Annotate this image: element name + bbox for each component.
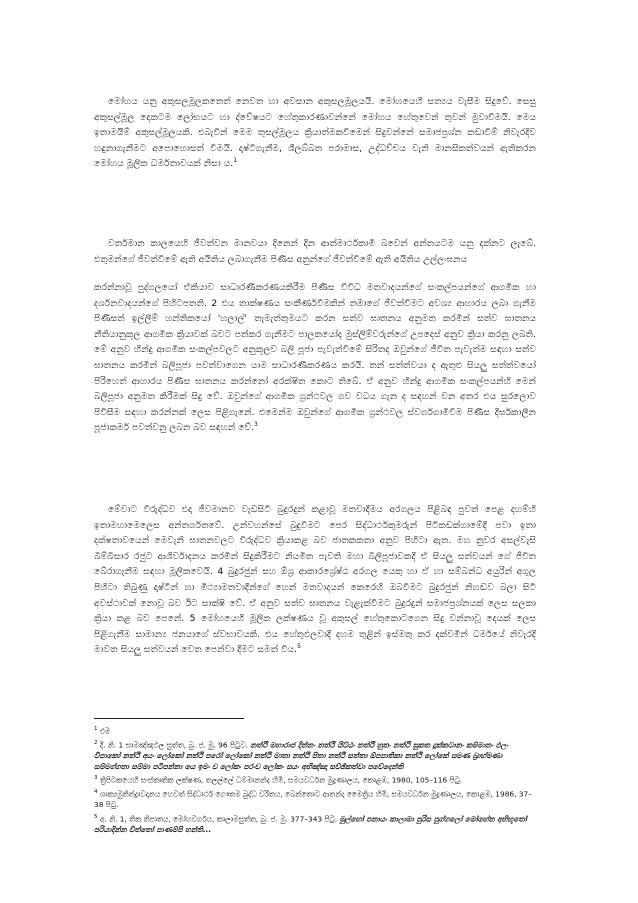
footnote-text: ත්‍රිපිටකයෙහි සංස්කෘතික ලක්ෂණ, තලල්ලේ ධම්මානන්ද හිමි, සමයවර්ධන මුද්‍රණාලය, කොළඹ, 1980, 105–116 පිටු. (99, 775, 463, 785)
footnote-text: දී. නි. 1 සාමඤ්ඤඵල සුත්ත, බු. ජ. මු. 96 පිටුව. (99, 740, 248, 750)
paragraph-1 (94, 94, 536, 172)
paragraph-4 (94, 502, 536, 658)
paragraph-3-text: කරන්නාවූ පුද්ගලයෝ ඒකියාව සාධාරණීකරණයකිරීම පිණිස විවිධ මතවාදයන්ගේ සංකල්පයන්ගේ ආගමික හා දර්ශනවාදයන්ගේ පිහිටපතති. 2 එය තාක්ෂණය සංකීර්ණවීමකින් තමාගේ ජීවත්වීමට අවශ්‍ය ආහාරය ලබා ගැනීම පිණිසත් ඉල්ලීම් හන්තිකයෝ 'හලාල්' තැමැත්තුමයට කරන සත්ව ඝාතනය අනුමත කරමින් සත්ව ඝාතනය නීතියානුකූල ආගමික ක්‍රියාවක් බවට පත්කර ගැනීමට පාලකයෝද මුස්ලිම්වරුන්ගේ උපදෙස් අනුව ක්‍රියා කරනු ලබති. මේ අනුව හින්දු ආගමික සංකල්පවලට අනුකූලව බලි පූජා පැවැත්වීමේ සිරිතද ඔවුන්ගේ ජීවිත පැවැත්ම සඳහා සත්ව ඝාතනය කරමින් බලිපූජා පවත්වාගෙන යාම සාධාරණීකරණය කරයි. තන් සත්ත්වයා ද ඇතුළු සියලු සත්ත්වයෝ පිරිහෙත් ආහාරය පිණිස ඝාතනය කරන්නෝ අරක්ෂිත කොට තිබේ. ඒ අනුව හින්දු ආගමික සංකල්පයන්හි මෙන් බලිපූජා අනුමත කිරීමක් සිදු වේ. ඔවුන්ගේ ආගමික ග්‍රන්ථවල ගව වධය ගැන ද සඳහන් වන අතර එය සුරලොව පිවිසීම සඳහා කරන්නක් ලෙස පිළිගැනේ. එමෙන්ම ඔවුන්ගේ ආගමික ග්‍රන්ථවල ස්වර්ගගාමීවීම පිණිස දීර්ඝකාලීන පූජාකර්ම පවත්වනු ලබන බව සඳහන් වේ. (94, 282, 536, 434)
footnotes-list (94, 724, 536, 837)
footnote-number: 4 (94, 789, 98, 796)
footnote-5 (94, 812, 536, 836)
paragraph-3 (94, 280, 536, 436)
paragraph-4-text: මේවාට විරුද්ධව එදා ජීවමානව වැඩසිටි බුදුරදුන් කළාවූ මතවාදීමය අරගලය පිළිබඳ පුවත් පෙළ දහම්හි ඉතාමහාමෙලෙස අන්තර්ගතවේ. උන්වහන්සේ බුදුවීමට පෙර සිද්ධාර්ථකුමරුන් පිටිකඩක්ගාමේදී පවා ඉතා දක්ෂතාවයෙන් මෙවැනි ඝාතනවලට විරුද්ධව ක්‍රියාකළ බව ජාතකකතා අනුව පිහිටා ඇත. මහ නුවර අසල්වැසි බිම්බිසාර රජුට ආශිර්වාදනය කරමින් සිදුකිරීමට නියමිත පැවති මහා බිලිපූජාවකදී ඒ සියලු සත්වයන් ගේ ජීවිත බේරාගැනීම සඳහා මූලිකවෙයි. 4 බුදුරජුන් සහ ඕශ්‍ර ආකාරශ්‍රේෂ්ඨ අරගල යෙකු හා ඒ හා සම්බන්ධ අයුරින් අගුල පිහිටා තිබුණු දෘෂ්ටීන් හා මිථ්‍යාමතවාදීන්ගේ හෙන් මතවාදයන් කෙරෙහි ඔබවීමට බුදුරජුන් නිහඬව බලා සිටි අවස්ථාවක් නොවූ බව ඊට සාක්ෂි වේ. ඒ අනුව සත්ව ඝාතනය වැළැක්වීමට බුදුරදුන් සමාජප්‍රශ්නයක් ලෙස සලකා ක්‍රියා කළ බව පෙනේ. 5 මෝහයෙහි මූලික ලක්ෂණය වූ අකුසල් හේතුකොටගෙන සිදු වන්නාවූ දෙයක් ලෙස පිළිගැනීම සාමාන්‍ය ජනයාගේ ස්වභාවයකි. එය හේතුඵලවාදී දහම තුළින් ඉස්මතු කර දක්වමින් ධර්මයේ නිවැරදි මාවත සියලු සත්වයන් වෙත පෙන්වා දීමට සමත් විය. (94, 504, 536, 656)
footnote-1 (94, 724, 536, 737)
footnote-text: ශාක්‍යමුනින්ද්‍රාවදානය හෙවත් සිද්ධාර්ථ ගෞතම බුද්ධ චරිතය, බෙන්තොට ආනන්ද මෛත්‍රිය හිමි, සමයවර්ධන මුද්‍රණාලය, කොළඹ, 1986, 37–38 පිටු. (94, 789, 532, 810)
footnote-quote: මුල්හෝ පනායං කාලාමා පුරිස පුග්ගලෝ මෝහේන අභිභූතෝ පරියාදින්න චිත්තෝ පාණම්පි හන්ති... (94, 814, 527, 835)
footnote-number: 1 (94, 726, 98, 732)
footnote-ref-1: 1 (233, 157, 238, 165)
footnote-ref-3: 3 (254, 421, 258, 429)
footnote-4 (94, 787, 536, 811)
footnote-number: 3 (94, 775, 98, 782)
footnote-3 (94, 773, 536, 786)
footnote-ref-5: 5 (297, 643, 301, 651)
footnote-number: 5 (94, 814, 98, 821)
footnote-quote: නත්ථි මහාරාජ දින්නං නත්ථි යිට්ඨං නත්ථි හුතං නත්ථි සුකත දුක්කටානං කම්මානං ඵලං විපාකෝ නත්ථි අයං ලෝකෝ නත්ථි පරෝ ලෝකෝ නත්ථි මාතා නත්ථි පිතා නත්ථි සත්තා ඕපපාතිකා නත්ථි ලෝකේ සමණ බ්‍රාහ්මණා සම්මග්ගතා සම්මා පටිපන්නා යෙ ඉමං ච ලෝකං පරංච ලෝකං සයං අභිඤ්ඤා සච්ඡිකත්වා පවේදෙන්ති (94, 740, 509, 771)
footnote-number: 2 (94, 740, 98, 747)
footnote-text: එම (99, 726, 111, 736)
paragraph-1-text: මෝහය යනු අකුසලමූලකතෙත් නෙවත හා අවසාන අකුසලමූලයයි. මෝහයෙහි සත්‍යය වැසීම සිදුවේ. සෙසු අකුසල්මූල දෙකටම ලෝභයට හා ද්වේෂයට හේතුකාරණාවන්නේ මෝහය හේතුවෙන් තුවන් මුවාවීමයි. මෙය ඉතාමයිම් අකුසල්මූලයකි. එබැවින් මෙම තුසල්මූලය ක්‍රියාත්මකවීමෙන් සිදුවන්නේ සමාජප්‍රශ්න කඩාවීම් නිවැරදිව හඳුනාගැනීමට අපොහොසත් වීමයි. දෘෂ්ටිගැනීම, ශීලබ්බත පරාමාස, උද්ධච්චය වැනි මානසිකත්වයන් ඇතිකරන මෝහය මූලික ධර්මතාවයක් නිසා ය. (94, 96, 536, 170)
paragraph-2 (94, 236, 536, 267)
footnote-text: අ. නි. 1, තික නිපාතය, මෝහවර්ගය, කාලාමසුත්ත, බු. ජ. මු. 377–343 පිටු. (99, 814, 338, 824)
paragraph-2-text: වර්තමාන කාලයෙහි ජීවත්වන මානවයා දිනෙන් දින ආත්මාර්ථකාමී බවෙන් අන්තයටම යනු දක්නට ලැබේ. එතුමන්ගේ ජීවත්වීමේ ඇති අයිතිය ලබාගැනීම පිණිස අනුන්ගේ ජීවත්වීමේ ඇති අයිතිය උල්ලංඝනය (94, 238, 536, 265)
footnote-divider (94, 718, 244, 719)
footnote-2 (94, 738, 536, 772)
